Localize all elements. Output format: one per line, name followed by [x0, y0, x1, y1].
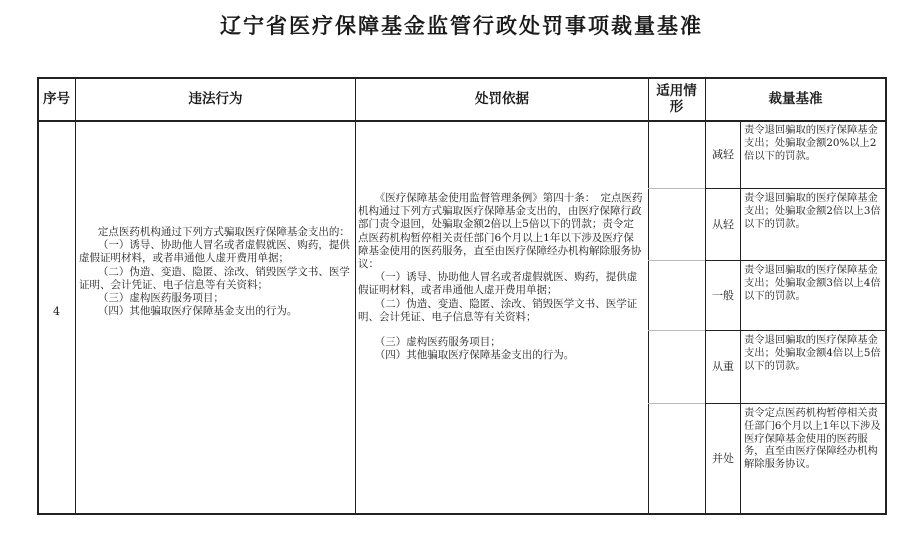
- situation-sep-4: [648, 403, 705, 404]
- situation-sep-3: [648, 330, 705, 331]
- basis-para-0: 《医疗保障基金使用监督管理条例》第四十条： 定点医药机构通过下列方式骗取医疗保障基金支出的，由医疗保障行政部门责令退回，处骗取金额2倍以上5倍以下的罚款；责令定点医药机构暂停相关责任部门6个月以上1年以下涉及医疗保障基金使用的医药服务，直至由医疗保障经办机构解除服务协议：: [358, 192, 643, 271]
- standard-aggravated: 责令退回骗取的医疗保障基金支出；处骗取金额4倍以上5倍以下的罚款。: [744, 334, 881, 372]
- situation-general: 一般: [712, 288, 734, 302]
- col-border-6: [885, 77, 887, 515]
- header-standard: 裁量基准: [768, 91, 823, 107]
- header-basis: 处罚依据: [475, 91, 529, 107]
- document-title: 辽宁省医疗保障基金监管行政处罚事项裁量基准: [220, 13, 703, 38]
- situation-sep-2: [648, 260, 705, 261]
- situation-concurrent: 并处: [712, 451, 734, 465]
- standard-concurrent: 责令定点医药机构暂停相关责任部门6个月以上1年以下涉及医疗保障基金使用的医药服务，直至由医疗保障经办机构解除服务协议。: [744, 407, 881, 471]
- basis-para-4: （四）其他骗取医疗保障基金支出的行为。: [374, 349, 575, 362]
- row-seq: 4: [53, 305, 60, 318]
- violation-text: [79, 226, 351, 406]
- standard-lenient: 责令退回骗取的医疗保障基金支出；处骗取金额2倍以上3倍以下的罚款。: [744, 192, 881, 230]
- violation-para-2: （二）伪造、变造、隐匿、涂改、销毁医学文书、医学证明、会计凭证、电子信息等有关资料；: [79, 265, 350, 291]
- situation-aggravated: 从重: [712, 360, 734, 374]
- violation-para-1: （一）诱导、协助他人冒名或者虚假就医、购药，提供虚假证明材料，或者串通他人虚开费用单据；: [79, 239, 350, 265]
- col-border-0: [37, 77, 39, 515]
- situation-sep-1: [648, 188, 705, 189]
- violation-para-0: 定点医药机构通过下列方式骗取医疗保障基金支出的：: [97, 226, 350, 238]
- header-seq: 序号: [43, 91, 70, 107]
- situation-lenient: 从轻: [712, 217, 734, 231]
- basis-text: [358, 192, 644, 442]
- basis-para-2: （二）伪造、变造、隐匿、涂改、销毁医学文书、医学证明、会计凭证、电子信息等有关资料；: [358, 297, 638, 323]
- table-bottom-border: [37, 513, 886, 515]
- situation-mitigated: 减轻: [712, 147, 734, 161]
- violation-para-4: （四）其他骗取医疗保障基金支出的行为。: [97, 305, 298, 318]
- standard-mitigated: 责令退回骗取的医疗保障基金支出；处骗取金额20%以上2倍以下的罚款。: [744, 124, 878, 162]
- basis-para-1: （一）诱导、协助他人冒名或者虚假就医、购药，提供虚假证明材料，或者串通他人虚开费用单据；: [358, 271, 638, 297]
- header-situation: 适用情形: [656, 83, 697, 115]
- header-violation: 违法行为: [188, 91, 243, 107]
- col-border-1: [75, 77, 76, 515]
- standard-general: 责令退回骗取的医疗保障基金支出；处骗取金额3倍以上4倍以下的罚款。: [744, 264, 881, 302]
- basis-para-3: （三）虚构医药服务项目；: [374, 336, 501, 349]
- col-border-2: [355, 77, 356, 515]
- col-border-3: [648, 77, 649, 515]
- violation-para-3: （三）虚构医药服务项目；: [97, 292, 224, 305]
